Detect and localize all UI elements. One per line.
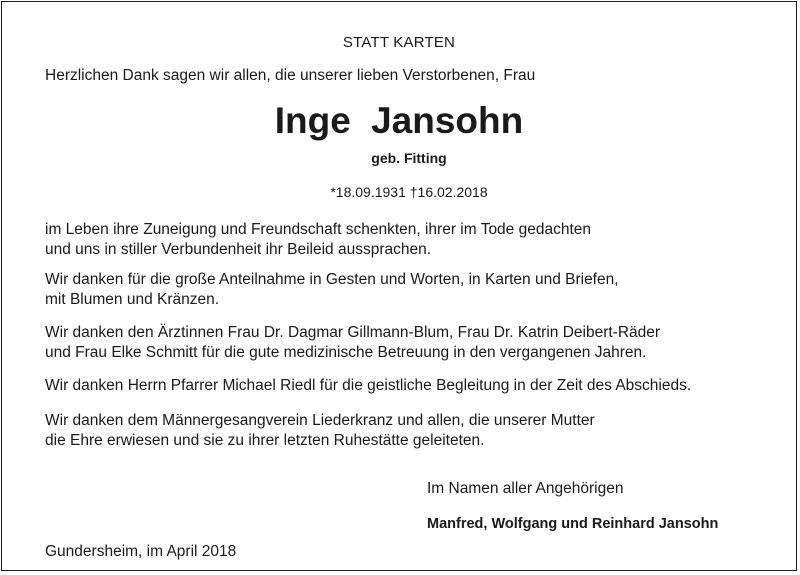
obituary-card	[1, 1, 797, 571]
deceased-name: Inge Jansohn	[274, 100, 524, 141]
paragraph-line: und uns in stiller Verbundenheit ihr Beileid aussprachen.	[45, 241, 432, 258]
birth-name: geb. Fitting	[371, 150, 447, 166]
paragraph-4	[45, 376, 691, 396]
paragraph-5	[45, 411, 595, 451]
paragraph-line: Wir danken Herrn Pfarrer Michael Riedl für die geistliche Begleitung in der Zeit des Abschieds.	[45, 377, 692, 394]
paragraph-line: und Frau Elke Schmitt für die gute medizinische Betreuung in den vergangenen Jahren.	[45, 344, 647, 361]
place-date: Gundersheim, im April 2018	[45, 543, 237, 560]
paragraph-1	[45, 220, 591, 260]
signature-label: Im Namen aller Angehörigen	[427, 480, 624, 497]
paragraph-3	[45, 323, 660, 363]
paragraph-line: mit Blumen und Kränzen.	[45, 291, 220, 308]
intro-text: Herzlichen Dank sagen wir allen, die unserer lieben Verstorbenen, Frau	[45, 67, 536, 84]
paragraph-line: im Leben ihre Zuneigung und Freundschaft schenkten, ihrer im Tode gedachten	[45, 221, 592, 238]
signature-names: Manfred, Wolfgang und Reinhard Jansohn	[427, 516, 719, 532]
paragraph-line: Wir danken den Ärztinnen Frau Dr. Dagmar Gillmann-Blum, Frau Dr. Katrin Deibert-Räder	[45, 324, 661, 341]
paragraph-line: die Ehre erwiesen und sie zu ihrer letzten Ruhestätte geleiteten.	[45, 432, 485, 449]
life-dates: *18.09.1931 †16.02.2018	[330, 184, 488, 200]
paragraph-line: Wir danken dem Männergesangverein Liederkranz und allen, die unserer Mutter	[45, 412, 595, 429]
paragraph-line: Wir danken für die große Anteilnahme in Gesten und Worten, in Karten und Briefen,	[45, 271, 619, 288]
paragraph-2	[45, 270, 619, 310]
header-statt-karten: STATT KARTEN	[342, 34, 456, 51]
